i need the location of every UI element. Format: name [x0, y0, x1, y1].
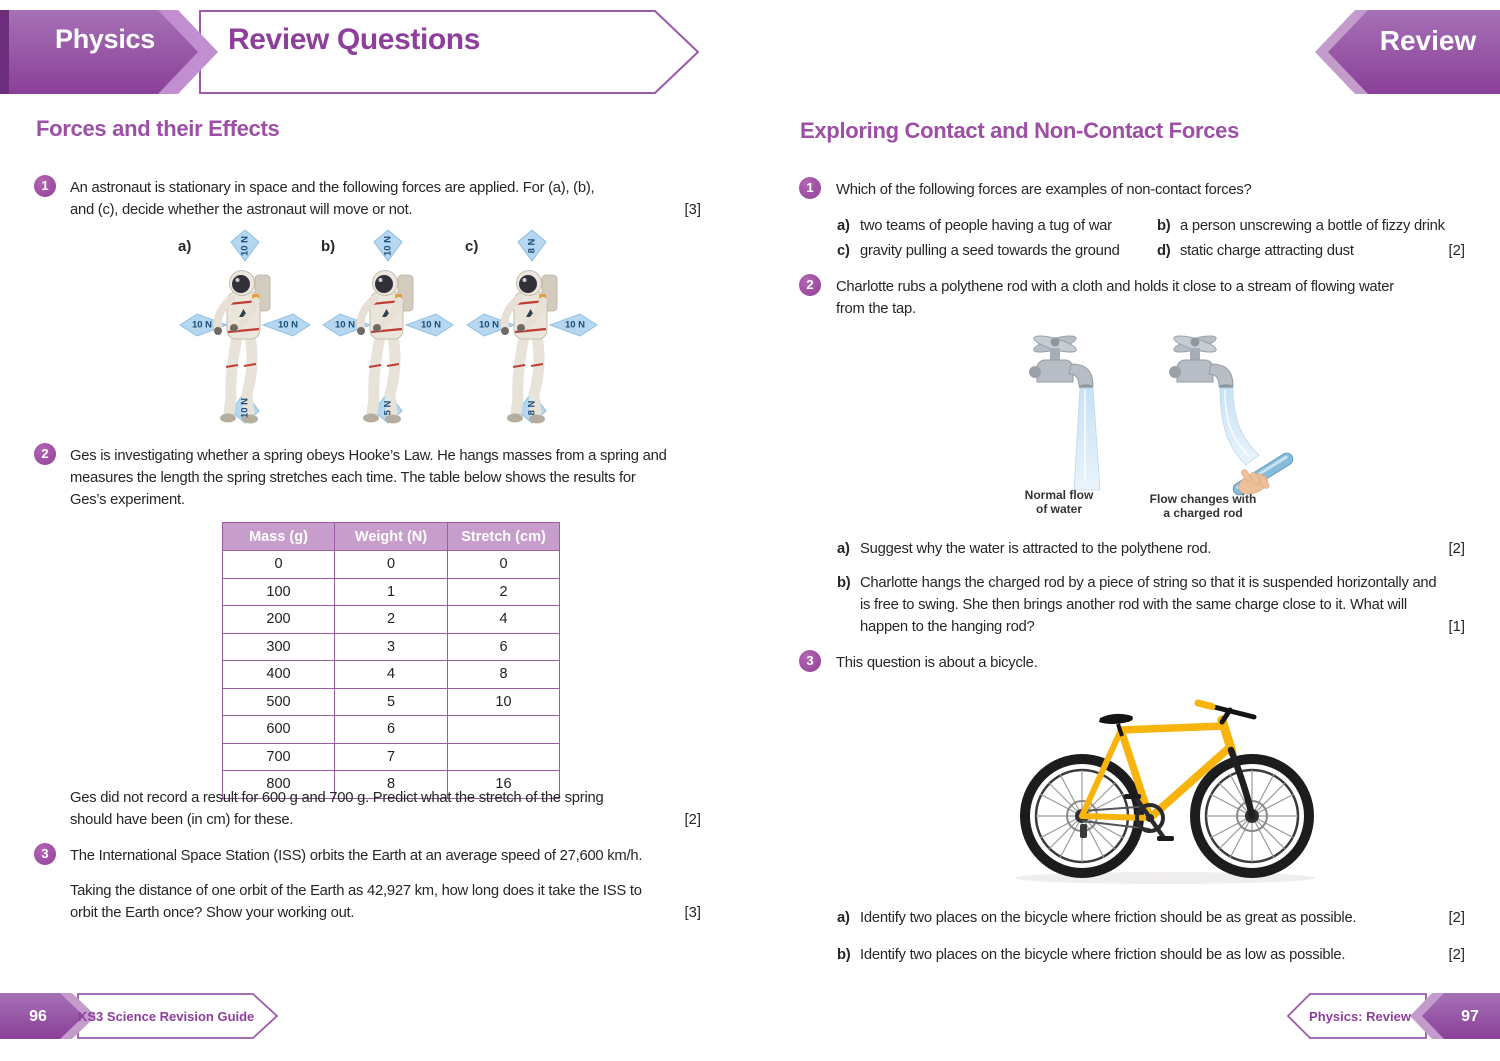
caption-line: Normal flow [1024, 488, 1094, 502]
force-right-label: 10 N [277, 319, 299, 331]
table-row [223, 716, 560, 744]
cell: 4 [335, 661, 448, 689]
column-header: Stretch (cm) [448, 523, 560, 551]
figure-label: b) [321, 238, 336, 255]
column-header: Weight (N) [335, 523, 448, 551]
cell: 0 [448, 551, 560, 579]
section-heading-right: Exploring Contact and Non-Contact Forces [800, 118, 1240, 143]
option-text: a person unscrewing a bottle of fizzy drink [1180, 218, 1445, 234]
option-text: gravity pulling a seed towards the ground [860, 243, 1120, 259]
option [1157, 240, 1354, 262]
cell: 700 [223, 743, 335, 771]
tap-caption-left [1009, 488, 1109, 516]
question-number-badge: 1 [34, 175, 56, 197]
question-text: Charlotte rubs a polythene rod with a cloth and holds it close to a stream of flowing water [836, 279, 1394, 295]
marks: [3] [684, 202, 701, 218]
sub-question-label: b) [837, 575, 851, 591]
sub-question-text: Charlotte hangs the charged rod by a piece of string so that it is suspended horizontally and [860, 575, 1437, 591]
sub-question-label: a) [837, 910, 850, 926]
caption-line: a charged rod [1163, 506, 1243, 520]
marks: [2] [684, 812, 701, 828]
question-text: measures the length the spring stretches each time. The table below shows the results for [70, 470, 636, 486]
water-stream [1074, 388, 1100, 490]
marks: [2] [1448, 947, 1465, 963]
option-text: static charge attracting dust [1180, 243, 1354, 259]
option-text: two teams of people having a tug of war [860, 218, 1112, 234]
page-number-right: 97 [1461, 1008, 1479, 1025]
table-row [223, 743, 560, 771]
question-number-badge: 3 [799, 650, 821, 672]
option [1157, 215, 1445, 237]
header-subject-label: Physics [55, 24, 155, 54]
sub-question-text: Identify two places on the bicycle where friction should be as low as possible. [860, 947, 1346, 963]
sub-question [837, 907, 1356, 929]
question-text: Ges is investigating whether a spring obeys Hooke’s Law. He hangs masses from a spring and [70, 448, 667, 464]
marks: [2] [1448, 541, 1465, 557]
table-header-row [223, 523, 560, 551]
review-tab-label: Review [1379, 25, 1477, 56]
question-text: This question is about a bicycle. [836, 655, 1038, 671]
cell: 1 [335, 578, 448, 606]
question-text: Taking the distance of one orbit of the Earth as 42,927 km, how long does it take the ISS to [70, 883, 642, 899]
sub-question-text: Identify two places on the bicycle where friction should be as great as possible. [860, 910, 1357, 926]
footer-right-label: Physics: Review [1309, 1009, 1411, 1024]
figure-label: c) [465, 238, 479, 255]
question-number-badge: 2 [34, 443, 56, 465]
force-up-label: 8 N [526, 238, 538, 254]
cell: 0 [223, 551, 335, 579]
force-right-label: 10 N [420, 319, 442, 331]
cell: 600 [223, 716, 335, 744]
page-number-left: 96 [29, 1008, 47, 1025]
force-right-label: 10 N [564, 319, 586, 331]
force-down-label: 5 N [382, 400, 394, 416]
question-text: The International Space Station (ISS) orbits the Earth at an average speed of 27,600 km/h. [70, 848, 643, 864]
astronaut-forces-diagram-b [313, 228, 463, 428]
question-text: orbit the Earth once? Show your working out. [70, 905, 355, 921]
sub-question [837, 572, 1436, 594]
force-up-label: 10 N [382, 235, 394, 257]
tap-caption-right [1143, 492, 1263, 520]
cell: 6 [335, 716, 448, 744]
astronaut-forces-diagram-c [457, 228, 607, 428]
table-row [223, 633, 560, 661]
cell: 300 [223, 633, 335, 661]
cell: 10 [448, 688, 560, 716]
tap-normal-flow-illustration [1005, 322, 1125, 497]
marks: [2] [1448, 910, 1465, 926]
bicycle-icon [1000, 668, 1330, 890]
cell [448, 716, 560, 744]
astronaut-forces-diagram-a [170, 228, 320, 428]
table-row [223, 578, 560, 606]
question-number-badge: 1 [799, 177, 821, 199]
marks: [3] [684, 905, 701, 921]
question-number-badge: 2 [799, 274, 821, 296]
cell: 400 [223, 661, 335, 689]
question-text: should have been (in cm) for these. [70, 812, 294, 828]
footer-left-label: KS3 Science Revision Guide [78, 1009, 255, 1024]
cell: 3 [335, 633, 448, 661]
table-row [223, 606, 560, 634]
sub-question [837, 538, 1211, 560]
force-down-label: 10 N [239, 397, 251, 419]
sub-question-text: is free to swing. She then brings another rod with the same charge close to it. What will [860, 597, 1407, 613]
page-title: Review Questions [228, 23, 481, 56]
option [837, 215, 1112, 237]
force-left-label: 10 N [191, 319, 213, 331]
tap-charged-rod-illustration [1125, 322, 1300, 507]
table-row [223, 661, 560, 689]
marks: [1] [1448, 619, 1465, 635]
force-up-label: 10 N [239, 235, 251, 257]
option-label: b) [1157, 218, 1171, 234]
force-left-label: 10 N [478, 319, 500, 331]
section-heading-left: Forces and their Effects [36, 116, 280, 141]
caption-line: Flow changes with [1149, 492, 1257, 506]
option-label: a) [837, 218, 850, 234]
question-text: Ges did not record a result for 600 g and 700 g. Predict what the stretch of the spring [70, 790, 604, 806]
tap-icon [1029, 333, 1093, 390]
table-row [223, 551, 560, 579]
caption-line: of water [1035, 502, 1082, 516]
sub-question-text: happen to the hanging rod? [860, 619, 1035, 635]
cell: 0 [335, 551, 448, 579]
force-down-label: 8 N [526, 400, 538, 416]
saddle [1099, 714, 1133, 724]
cell: 5 [335, 688, 448, 716]
option-label: d) [1157, 243, 1171, 259]
cell: 200 [223, 606, 335, 634]
question-text: Which of the following forces are examples of non-contact forces? [836, 182, 1252, 198]
cell: 2 [448, 578, 560, 606]
sub-question [837, 944, 1345, 966]
cell: 500 [223, 688, 335, 716]
table-row [223, 688, 560, 716]
question-text: from the tap. [836, 301, 916, 317]
cell: 4 [448, 606, 560, 634]
question-number-badge: 3 [34, 843, 56, 865]
cell: 2 [335, 606, 448, 634]
question-text: An astronaut is stationary in space and the following forces are applied. For (a), (b), [70, 180, 595, 196]
cell: 6 [448, 633, 560, 661]
sub-question-label: a) [837, 541, 850, 557]
cell: 800 [223, 771, 335, 799]
cell: 16 [448, 771, 560, 799]
option-label: c) [837, 243, 850, 259]
cell: 8 [448, 661, 560, 689]
cell: 8 [335, 771, 448, 799]
column-header: Mass (g) [223, 523, 335, 551]
force-left-label: 10 N [334, 319, 356, 331]
question-text: and (c), decide whether the astronaut will move or not. [70, 202, 413, 218]
sub-question-text: Suggest why the water is attracted to the polythene rod. [860, 541, 1212, 557]
results-table [222, 522, 560, 799]
option [837, 240, 1120, 262]
cell: 7 [335, 743, 448, 771]
figure-label: a) [178, 238, 192, 255]
question-text: Ges’s experiment. [70, 492, 185, 508]
tap-icon [1169, 333, 1233, 390]
sub-question-label: b) [837, 947, 851, 963]
cell: 100 [223, 578, 335, 606]
marks: [2] [1448, 243, 1465, 259]
cell [448, 743, 560, 771]
